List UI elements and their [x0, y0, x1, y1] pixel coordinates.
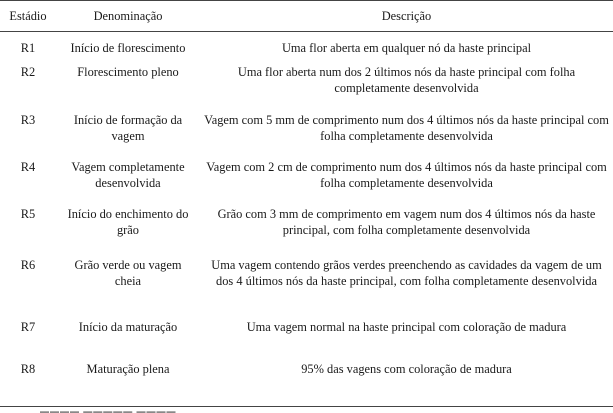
cell-name: Maturação plena	[86, 361, 170, 376]
cell-name: Início de formação da vagem	[73, 112, 183, 143]
cell-description: Uma flor aberta em qualquer nó da haste principal	[281, 41, 532, 55]
cell-description: Grão com 3 mm de comprimento em vagem num dos 4 últimos nós da haste principal, com folha completamente desenvolvida	[217, 206, 596, 237]
table-row	[0, 206, 613, 257]
table-row	[0, 32, 613, 64]
cell-stage: R2	[20, 64, 36, 79]
cell-stage: R8	[20, 361, 36, 376]
header-stage: Estádio	[0, 1, 56, 32]
cell-stage: R6	[20, 257, 36, 272]
table-row	[0, 64, 613, 112]
cell-name: Florescimento pleno	[77, 64, 179, 79]
cell-description: Vagem com 2 cm de comprimento num dos 4 últimos nós da haste principal com folha completamente desenvolvida	[206, 159, 607, 190]
cell-stage: R3	[20, 112, 36, 127]
table-header	[0, 1, 613, 32]
header-description: Descrição	[200, 1, 613, 32]
cell-description: Uma flor aberta num dos 2 últimos nós da haste principal com folha completamente desenvolvida	[237, 64, 576, 95]
cell-description: 95% das vagens com coloração de madura	[301, 361, 512, 376]
cell-description: Uma vagem contendo grãos verdes preenchendo as cavidades da vagem de um dos 4 últimos nós da haste principal, com folha completamente desenvolvida	[211, 257, 602, 288]
cell-stage: R7	[20, 319, 36, 334]
cropped-footnote-line: ▬▬▬▬ ▬▬▬▬▬ ▬▬▬▬	[40, 408, 177, 413]
cell-name: Início de florescimento	[70, 41, 186, 55]
table-row	[0, 257, 613, 319]
table-row	[0, 159, 613, 206]
cell-name: Início da maturação	[78, 319, 178, 334]
header-row	[0, 1, 613, 32]
cell-stage: R4	[20, 159, 36, 174]
cell-name: Grão verde ou vagem cheia	[74, 257, 182, 288]
table-bottom-rule	[0, 406, 613, 407]
table-body	[0, 32, 613, 397]
header-name: Denominação	[56, 1, 200, 32]
cell-name: Início do enchimento do grão	[67, 206, 189, 237]
table-row	[0, 361, 613, 397]
cell-name: Vagem completamente desenvolvida	[71, 159, 185, 190]
table-row	[0, 319, 613, 361]
table-row	[0, 112, 613, 159]
cell-description: Uma vagem normal na haste principal com coloração de madura	[246, 319, 567, 334]
cell-stage: R1	[20, 41, 36, 55]
cell-stage: R5	[20, 206, 36, 221]
cell-description: Vagem com 5 mm de comprimento num dos 4 últimos nós da haste principal com folha completamente desenvolvida	[204, 112, 609, 143]
